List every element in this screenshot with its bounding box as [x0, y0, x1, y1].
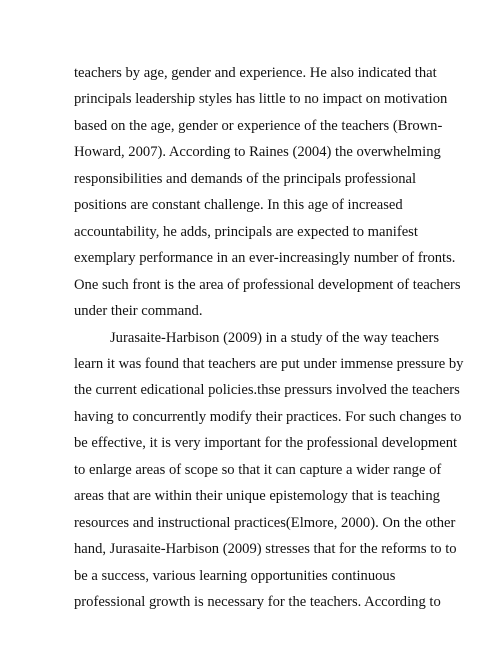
- text-line: One such front is the area of professional development of teachers: [74, 276, 461, 293]
- text-line: to enlarge areas of scope so that it can capture a wider range of: [74, 461, 442, 478]
- text-line: positions are constant challenge. In this age of increased: [74, 197, 403, 214]
- text-line: areas that are within their unique epistemology that is teaching: [74, 488, 440, 505]
- text-line: having to concurrently modify their practices. For such changes to: [74, 408, 462, 425]
- text-line: hand, Jurasaite-Harbison (2009) stresses that for the reforms to to: [74, 541, 457, 558]
- text-line: under their command.: [74, 303, 203, 320]
- text-line: the current edicational policies.thse pressurs involved the teachers: [74, 382, 460, 399]
- text-line: professional growth is necessary for the teachers. According to: [74, 594, 441, 611]
- text-line: exemplary performance in an ever-increasingly number of fronts.: [74, 250, 456, 267]
- text-line: principals leadership styles has little to no impact on motivation: [74, 91, 448, 108]
- text-line: accountability, he adds, principals are expected to manifest: [74, 223, 418, 240]
- paragraph-1: [74, 60, 461, 325]
- text-line: learn it was found that teachers are put under immense pressure by: [74, 355, 464, 372]
- text-line: resources and instructional practices(Elmore, 2000). On the other: [74, 514, 456, 531]
- text-line: teachers by age, gender and experience. He also indicated that: [74, 65, 437, 81]
- text-line: be effective, it is very important for the professional development: [74, 435, 458, 452]
- text-line: responsibilities and demands of the principals professional: [74, 170, 417, 187]
- paragraph-2: [74, 325, 464, 616]
- text-line: Howard, 2007). According to Raines (2004) the overwhelming: [74, 144, 441, 161]
- text-line-indented: Jurasaite-Harbison (2009) in a study of the way teachers: [110, 329, 440, 346]
- text-line: be a success, various learning opportunities continuous: [74, 567, 396, 584]
- text-line: based on the age, gender or experience of the teachers (Brown-: [74, 117, 443, 134]
- body-text: [74, 60, 464, 616]
